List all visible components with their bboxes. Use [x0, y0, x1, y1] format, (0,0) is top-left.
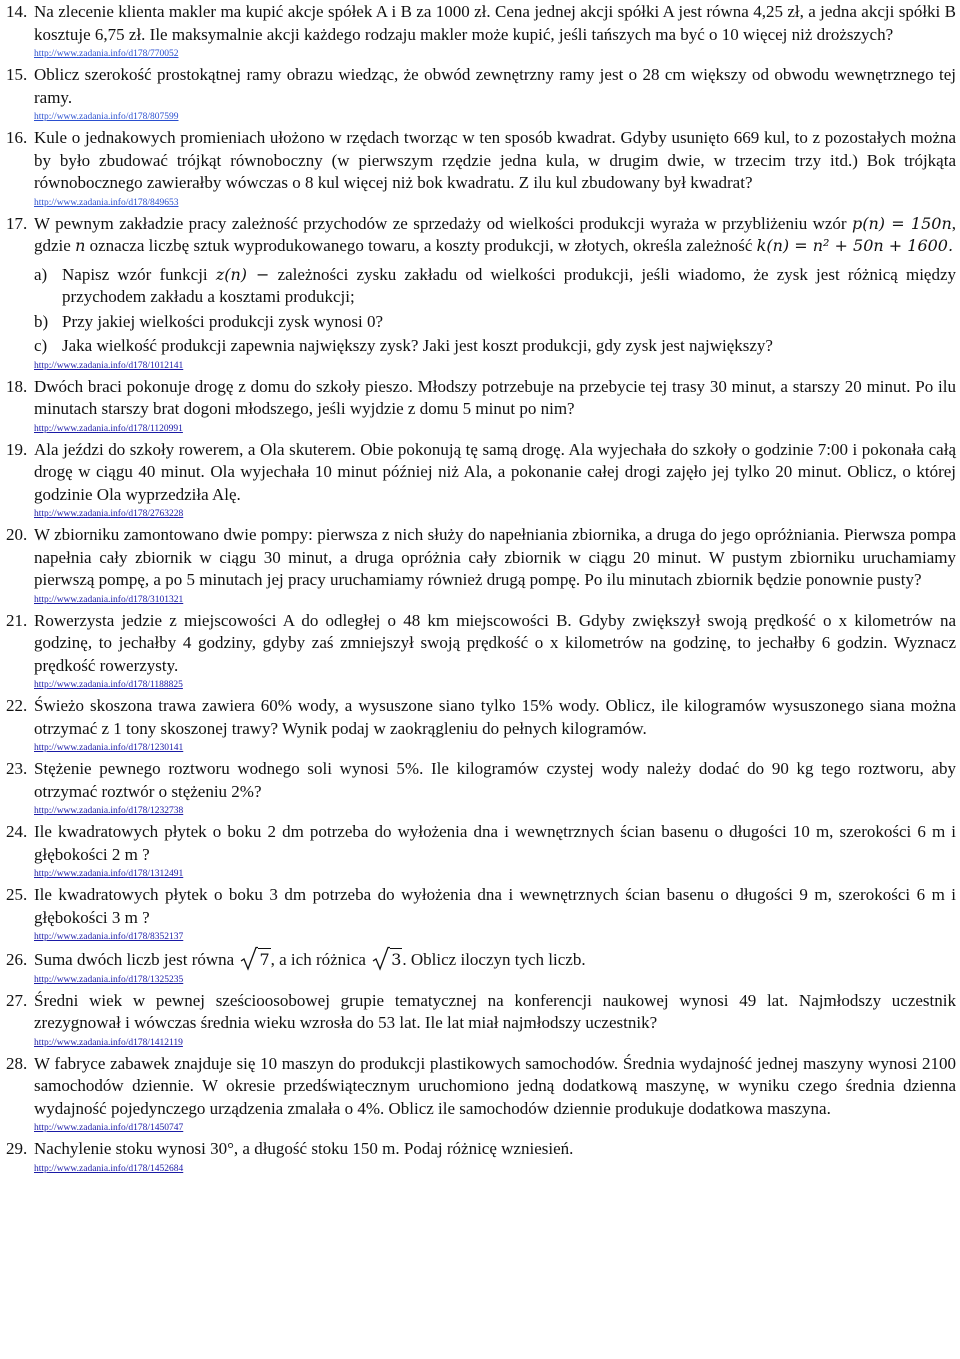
problem-21 — [6, 610, 956, 693]
radical-sign-icon — [372, 946, 390, 972]
problem-14 — [6, 1, 956, 61]
problem-link[interactable]: http://www.zadania.info/d178/807599 — [34, 112, 179, 122]
problem-23 — [6, 758, 956, 818]
problem-text — [34, 949, 956, 972]
problem-text: W fabryce zabawek znajduje się 10 maszyn do produkcji plastikowych samochodów. Średnia wydajność jednej maszyny wynosi 2100 samochodów dziennie. W okresie przedświątecznym uruchomiono jedną dodatkową maszynę, w wyniku czego średnia dzienna wydajność pojedynczego urządzenia zmalała o 4%. Oblicz ile samochodów dziennie produkuje dodatkowa maszyna. — [34, 1053, 956, 1118]
problem-text: Średni wiek w pewnej sześcioosobowej grupie tematycznej na konferencji naukowej wynosi 49 lat. Najmłodszy uczestnik zrezygnował i wówczas średnia wieku wzrosła do 53 lat. Ile lat miał najmłodszy uczestnik? — [34, 990, 956, 1032]
subtask-a-post: zależności zysku zakładu od wielkości produkcji, jeśli wiadomo, że zysk jest różnicą między przychodem zakładu a kosztami produkcji; — [62, 264, 957, 306]
problem-number: 17. — [6, 213, 28, 233]
problem-text: Nachylenie stoku wynosi 30°, a długość stoku 150 m. Podaj różnicę wzniesień. — [34, 1139, 574, 1158]
problem-number: 14. — [6, 2, 28, 21]
problem-text: Rowerzysta jedzie z miejscowości A do odległej o 48 km miejscowości B. Gdyby zwiększył swoją prędkość o x kilometrów na godzinę, to jechałby 4 godziny, gdyby zaś zmniejszył swoją prędkość o x kilometrów na godzinę, to jechałby 6 godzin. Wyznacz prędkość rowerzysty. — [34, 610, 956, 675]
problem-15 — [6, 64, 956, 124]
radicand: 3 — [391, 950, 402, 969]
problem-link[interactable]: http://www.zadania.info/d178/1188825 — [34, 680, 183, 690]
subtask-text — [62, 264, 956, 309]
cost-formula: k(n) = n² + 50n + 1600. — [756, 236, 954, 255]
problem-number: 21. — [6, 610, 28, 630]
sqrt-seven — [240, 949, 270, 972]
problem-number: 15. — [6, 65, 28, 84]
problem-link[interactable]: http://www.zadania.info/d178/1012141 — [34, 360, 184, 371]
subtask-label: b) — [34, 311, 49, 331]
question-text: . Oblicz iloczyn tych liczb. — [402, 950, 586, 969]
intro-text: W pewnym zakładzie pracy zależność przychodów ze sprzedaży od wielkości produkcji wyraża w przybliżeniu wzór — [34, 213, 847, 233]
problem-text: Dwóch braci pokonuje drogę z domu do szkoły pieszo. Młodszy potrzebuje na przebycie tej trasy 30 minut, a starszy 20 minut. Po ilu minutach starszy brat dogoni młodszego, jeśli wyjdzie z domu 5 minut po nim? — [34, 376, 956, 418]
problem-link[interactable]: http://www.zadania.info/d178/3101321 — [34, 594, 184, 605]
radicand: 7 — [259, 950, 270, 969]
problem-link[interactable]: http://www.zadania.info/d178/1312491 — [34, 869, 184, 879]
problem-link[interactable]: http://www.zadania.info/d178/1452684 — [34, 1163, 184, 1174]
problem-text: Ile kwadratowych płytek o boku 3 dm potrzeba do wyłożenia dna i wewnętrznych ścian basenu o długości 9 m, szerokości 6 m i głębokości 3 m ? — [34, 885, 956, 927]
difference-text: , a ich różnica — [270, 950, 366, 969]
problem-28 — [6, 1053, 956, 1136]
problem-number: 16. — [6, 128, 28, 147]
problem-17 — [6, 213, 956, 373]
problem-27 — [6, 990, 956, 1050]
problem-20 — [6, 524, 956, 607]
subtask-label: a) — [34, 264, 48, 284]
problem-text — [34, 213, 956, 258]
problem-25 — [6, 884, 956, 944]
problem-number: 25. — [6, 885, 28, 904]
revenue-formula: p(n) = 150n — [852, 213, 952, 233]
subtask-text: Jaka wielkość produkcji zapewnia największy zysk? Jaki jest koszt produkcji, gdy zysk jest największy? — [62, 336, 773, 355]
problem-text: Stężenie pewnego roztworu wodnego soli wynosi 5%. Ile kilogramów czystej wody należy dodać do 90 kg tego roztworu, aby otrzymać roztwór o stężeniu 2%? — [34, 759, 956, 801]
exercise-sheet — [0, 1, 960, 1359]
problem-text: Na zlecenie klienta makler ma kupić akcje spółek A i B za 1000 zł. Cena jednej akcji spółki A jest równa 4,25 zł, a jedna akcji spółki B kosztuje 6,75 zł. Ile maksymalnie akcji każdego rodzaju makler może kupić, jeśli tańszych ma być o 10 więcej niż droższych? — [34, 2, 956, 44]
problem-29 — [6, 1138, 956, 1176]
problem-link[interactable]: http://www.zadania.info/d178/1120991 — [34, 423, 183, 434]
sqrt-three — [372, 949, 402, 972]
subtask-a-pre: Napisz wzór funkcji — [62, 264, 208, 284]
problem-19 — [6, 439, 956, 522]
problem-18 — [6, 376, 956, 436]
intro-text: , gdzie — [34, 213, 957, 255]
profit-function: z(n) − — [215, 264, 270, 284]
problem-number: 19. — [6, 439, 28, 459]
radical-sign-icon — [240, 946, 258, 972]
subtask-a — [34, 264, 956, 309]
subtask-text: Przy jakiej wielkości produkcji zysk wynosi 0? — [62, 311, 384, 331]
problem-number: 29. — [6, 1139, 28, 1158]
problem-24 — [6, 821, 956, 881]
problem-link[interactable]: http://www.zadania.info/d178/1230141 — [34, 743, 184, 753]
problem-number: 23. — [6, 759, 28, 778]
problem-number: 28. — [6, 1053, 28, 1073]
problem-22 — [6, 695, 956, 755]
subtask-label: c) — [34, 336, 48, 355]
intro-text: oznacza liczbę sztuk wyprodukowanego towaru, a koszty produkcji, w złotych, określa zależność — [89, 236, 753, 255]
problem-26 — [6, 949, 956, 987]
problem-text: Świeżo skoszona trawa zawiera 60% wody, a wysuszone siano tylko 15% wody. Oblicz, ile kilogramów wysuszonego siana można otrzymać z 1 tony skoszonej trawy? Wynik podaj w zaokrągleniu do pełnych kilogramów. — [34, 696, 956, 738]
problem-link[interactable]: http://www.zadania.info/d178/1412119 — [34, 1037, 183, 1048]
subtask-c — [34, 335, 956, 358]
problem-16 — [6, 127, 956, 210]
problem-link[interactable]: http://www.zadania.info/d178/1232738 — [34, 806, 184, 816]
problem-number: 20. — [6, 525, 28, 544]
problem-number: 18. — [6, 376, 28, 396]
n-symbol: n — [75, 236, 86, 255]
problem-text: Kule o jednakowych promieniach ułożono w rzędach tworząc w ten sposób kwadrat. Gdyby usunięto 669 kul, to z pozostałych można by było zbudować trójkąt równoboczny (w pierwszym rzędzie jedna kula, w drugim dwie, w trzecim trzy itd.) Bok trójkąta równobocznego zawierałby wówczas o 8 kul więcej niż bok kwadratu. Z ilu kul zbudowany był kwadrat? — [34, 128, 956, 192]
subtask-b — [34, 311, 956, 334]
problem-text: Oblicz szerokość prostokątnej ramy obrazu wiedząc, że obwód zewnętrzny ramy jest o 28 cm większy od obwodu wewnętrznego tej ramy. — [34, 65, 956, 107]
sum-text: Suma dwóch liczb jest równa — [34, 950, 235, 969]
problem-number: 22. — [6, 696, 28, 715]
problem-number: 27. — [6, 990, 28, 1010]
problem-link[interactable]: http://www.zadania.info/d178/1450747 — [34, 1123, 184, 1133]
problem-link[interactable]: http://www.zadania.info/d178/1325235 — [34, 974, 184, 985]
problem-link[interactable]: http://www.zadania.info/d178/2763228 — [34, 509, 184, 519]
problem-number: 24. — [6, 822, 28, 841]
problem-text: W zbiorniku zamontowano dwie pompy: pierwsza z nich służy do napełniania zbiornika, a druga do jego opróżniania. Pierwsza pompa napełnia cały zbiornik w ciągu 30 minut, a druga opróżnia cały zbiornik w ciągu 20 minut. W pustym zbiorniku uruchamiamy pierwszą pompę, a po 5 minutach jej pracy uruchamiamy również drugą pompę. Po ilu minutach zbiornik będzie ponownie pusty? — [34, 525, 956, 589]
problem-text: Ala jeździ do szkoły rowerem, a Ola skuterem. Obie pokonują tę samą drogę. Ala wyjechała do szkoły o godzinie 7:00 i pokonała całą drogę w ciągu 40 minut. Ola wyjechała 10 minut później niż Ala, a pokonanie całej drogi zajęło jej tylko 20 minut. Oblicz, o której godzinie Ola wyprzedziła Alę. — [34, 439, 956, 504]
problem-link[interactable]: http://www.zadania.info/d178/770052 — [34, 49, 179, 59]
problem-link[interactable]: http://www.zadania.info/d178/8352137 — [34, 932, 184, 942]
problem-number: 26. — [6, 950, 28, 969]
problem-text: Ile kwadratowych płytek o boku 2 dm potrzeba do wyłożenia dna i wewnętrznych ścian basenu o długości 10 m, szerokości 6 m i głębokości 2 m ? — [34, 822, 956, 864]
problem-link[interactable]: http://www.zadania.info/d178/849653 — [34, 197, 179, 208]
